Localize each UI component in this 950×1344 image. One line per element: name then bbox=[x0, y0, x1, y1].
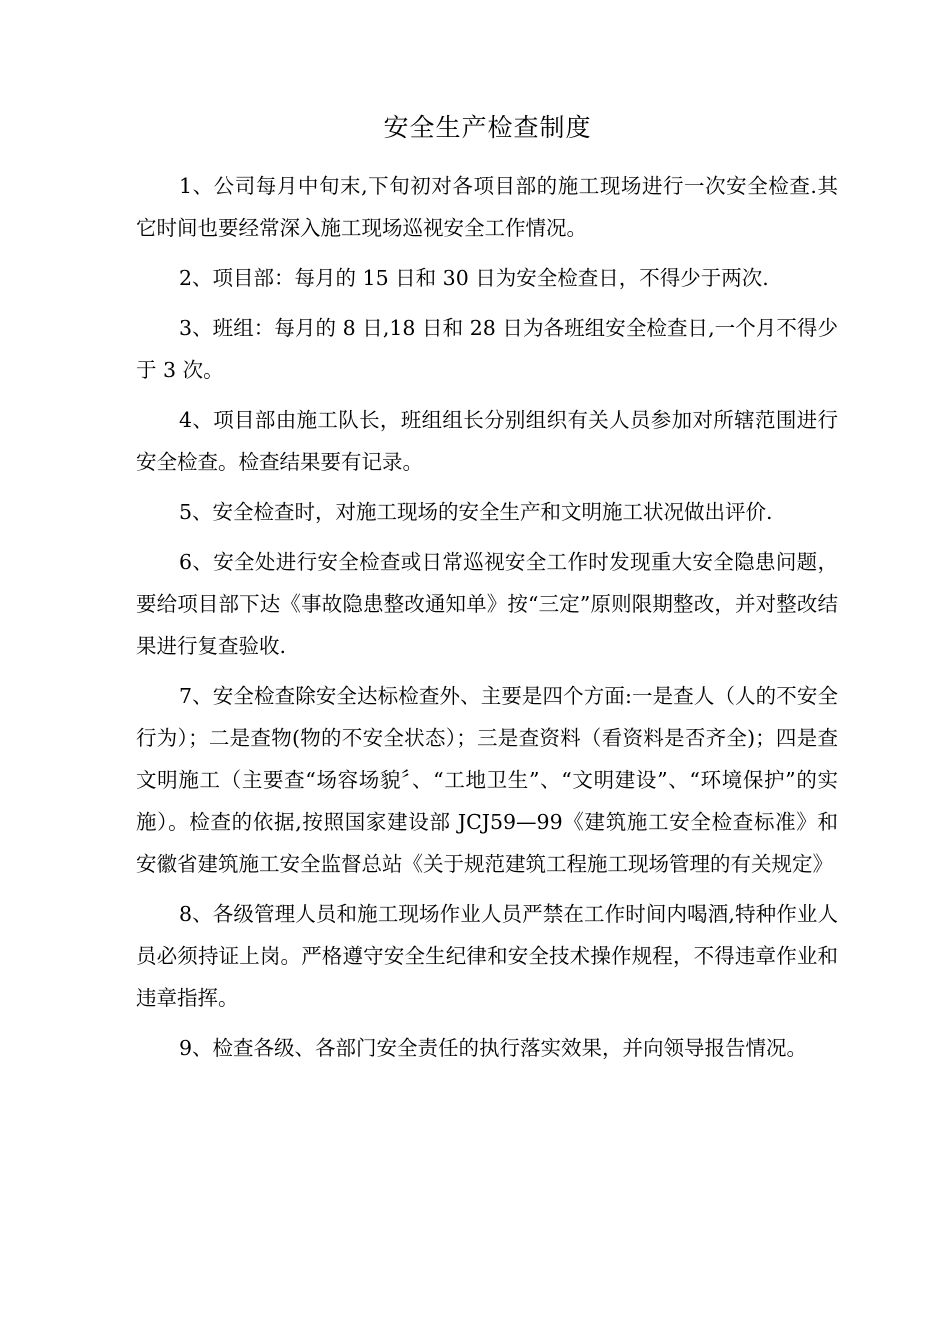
paragraph-7: 7、安全检查除安全达标检查外、主要是四个方面:一是查人（人的不安全行为）；二是查物(物的不安全状态）；三是查资料（看资料是否齐全)；四是查文明施工（主要查“场容场貌〞、“工地卫生”、“文明建设”、“环境保护”的实施）。检查的依据,按照国家建设部 JCJ59—99《建筑施工安全检查标准》和安徽省建筑施工安全监督总站《关于规范建筑工程施工现场管理的有关规定》 bbox=[136, 684, 838, 876]
document-title: 安全生产检查制度 bbox=[383, 113, 592, 142]
paragraph-6: 6、安全处进行安全检查或日常巡视安全工作时发现重大安全隐患问题，要给项目部下达《事故隐患整改通知单》按“三定”原则限期整改，并对整改结果进行复查验收. bbox=[136, 550, 838, 658]
paragraph-3: 3、班组：每月的 8 日,18 日和 28 日为各班组安全检查日,一个月不得少于 3 次。 bbox=[136, 316, 838, 382]
paragraph-9: 9、检查各级、各部门安全责任的执行落实效果，并向领导报告情况。 bbox=[179, 1036, 808, 1060]
paragraph-1: 1、公司每月中旬末,下旬初对各项目部的施工现场进行一次安全检查.其它时间也要经常深入施工现场巡视安全工作情况。 bbox=[136, 174, 838, 240]
document-body bbox=[136, 165, 838, 1077]
paragraph-8: 8、各级管理人员和施工现场作业人员严禁在工作时间内喝酒,特种作业人员必须持证上岗。严格遵守安全生纪律和安全技术操作规程，不得违章作业和违章指挥。 bbox=[136, 902, 838, 1010]
paragraph-2: 2、项目部：每月的 15 日和 30 日为安全检查日，不得少于两次. bbox=[179, 266, 769, 290]
paragraph-5: 5、安全检查时，对施工现场的安全生产和文明施工状况做出评价. bbox=[179, 500, 773, 524]
paragraph-4: 4、项目部由施工队长，班组组长分别组织有关人员参加对所辖范围进行安全检查。检查结果要有记录。 bbox=[136, 408, 838, 474]
